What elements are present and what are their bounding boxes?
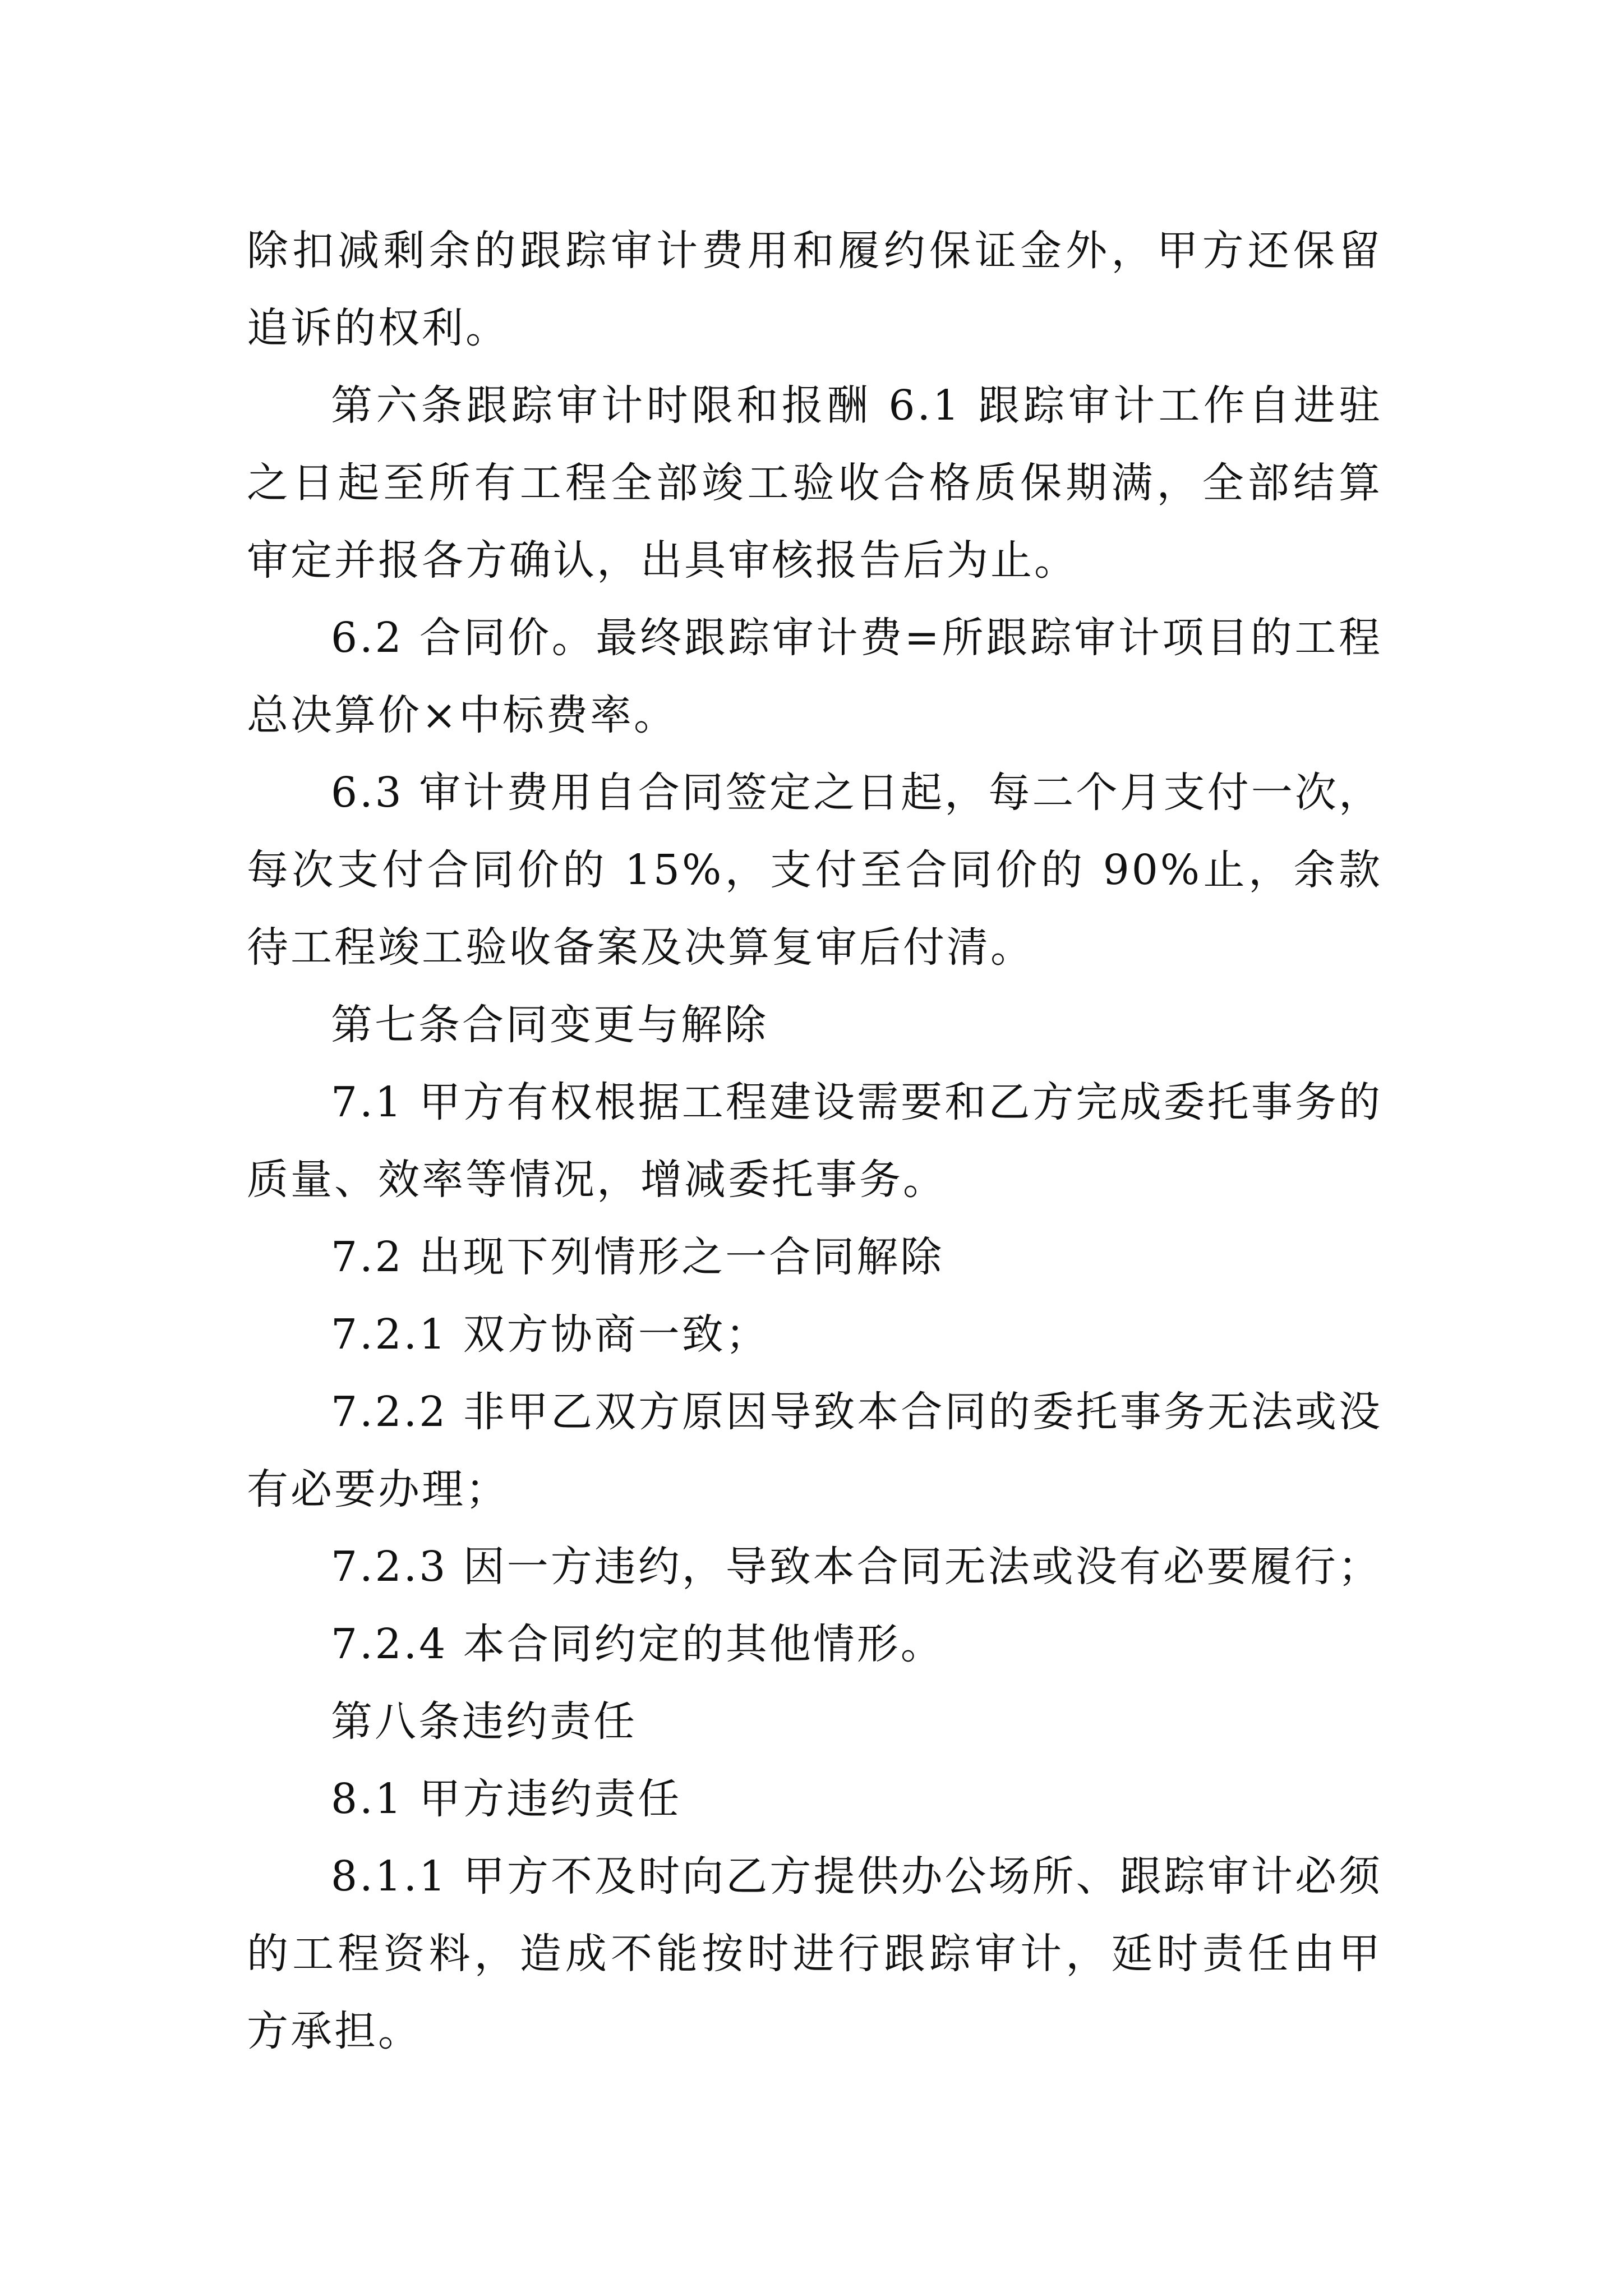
heading-article-8: 第八条违约责任: [331, 1697, 637, 1746]
paragraph-7-2-4: 7.2.4 本合同约定的其他情形。: [331, 1620, 944, 1668]
paragraph-6-3: 6.3 审计费用自合同签定之日起，每二个月支付一次，每次支付合同价的 15%，支付至合同价的 90%止，余款待工程竣工验收备案及决算复审后付清。: [247, 769, 1382, 972]
paragraph-7-1: 7.1 甲方有权根据工程建设需要和乙方完成委托事务的质量、效率等情况，增减委托事务。: [247, 1078, 1382, 1204]
paragraph-6-2: 6.2 合同价。最终跟踪审计费=所跟踪审计项目的工程总决算价×中标费率。: [247, 614, 1382, 739]
paragraph-7-2-1: 7.2.1 双方协商一致；: [331, 1310, 769, 1359]
paragraph-article-6: 第六条跟踪审计时限和报酬 6.1 跟踪审计工作自进驻之日起至所有工程全部竣工验收合格质保期满，全部结算审定并报各方确认，出具审核报告后为止。: [247, 381, 1382, 585]
paragraph-8-1-1: 8.1.1 甲方不及时向乙方提供办公场所、跟踪审计必须的工程资料，造成不能按时进行跟踪审计，延时责任由甲方承担。: [247, 1852, 1382, 2055]
document-body: [247, 212, 1382, 2070]
paragraph-7-2: 7.2 出现下列情形之一合同解除: [331, 1233, 944, 1281]
paragraph-8-1: 8.1 甲方违约责任: [331, 1775, 682, 1823]
heading-article-7: 第七条合同变更与解除: [331, 1001, 768, 1049]
paragraph-continuation: 除扣减剩余的跟踪审计费用和履约保证金外，甲方还保留追诉的权利。: [247, 227, 1382, 352]
paragraph-7-2-3: 7.2.3 因一方违约，导致本合同无法或没有必要履行；: [331, 1543, 1382, 1591]
paragraph-7-2-2: 7.2.2 非甲乙双方原因导致本合同的委托事务无法或没有必要办理；: [247, 1388, 1382, 1513]
